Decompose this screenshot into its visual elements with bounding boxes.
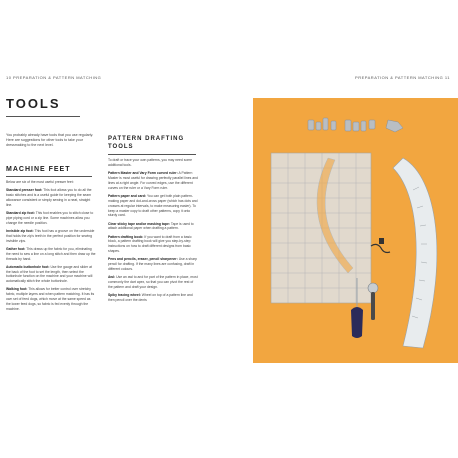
folio-right: PREPARATION & PATTERN MATCHING 11 bbox=[355, 75, 450, 80]
machine-feet-rule bbox=[6, 176, 92, 177]
machine-feet-column bbox=[6, 180, 96, 315]
list-item: Invisible zip foot: This foot has a groove on the underside that holds the zip's teeth in the perfect position for sewing invisible zips. bbox=[6, 228, 95, 243]
list-item: Standard presser foot: This foot allows you to do all the basic stitches and is a useful guide for keeping the seam allowance consistent or simply sewing in a neat, straight line. bbox=[6, 188, 92, 207]
list-item: Walking foot: This allows for better control over stretchy fabric, multiple layers and when pattern matching. It has its own set of feed dogs, which move at the same speed as the lower feed dogs, so fabric is fed evenly through the machine. bbox=[6, 287, 95, 312]
list-item: Gather foot: This draws up the fabric for you, eliminating the need to sew a line on a long stitch and then draw up the threads by hand. bbox=[6, 246, 96, 261]
list-item: Pattern drafting book: If you want to draft from a basic block, a pattern drafting book will give you step-by-step instructions on how to draft different designs from basic shapes. bbox=[108, 234, 192, 254]
list-item: Spiky tracing wheel: Wheel on top of a pattern line and then pencil over the dents bbox=[108, 293, 193, 303]
pattern-tools-rule bbox=[108, 154, 196, 155]
folio-left: 10 PREPARATION & PATTERN MATCHING bbox=[6, 75, 102, 80]
list-item: Pattern paper and card: You can get both plain pattern-making paper and dot-and-cross paper (which has dots and crosses at regular intervals, to make measuring easier). To keep a master copy to draft other patterns, copy it onto sturdy card. bbox=[108, 193, 198, 218]
pattern-tools-column bbox=[108, 158, 198, 306]
tools-photo bbox=[253, 98, 458, 363]
machine-feet-heading: MACHINE FEET bbox=[6, 166, 71, 173]
pattern-tools-heading: PATTERN DRAFTING TOOLS bbox=[108, 136, 185, 150]
presser-foot-icon bbox=[308, 118, 403, 132]
machine-feet-lead: Below are six of the most useful presser feet: bbox=[6, 180, 74, 184]
tape-wire-icon bbox=[371, 238, 390, 253]
title-rule bbox=[6, 116, 80, 117]
page-title: TOOLS bbox=[6, 96, 61, 111]
list-item: Awl: Use an awl to and for part of the pattern in place, most commonly the dart apex, so that you can pivot the rest of the pattern and draft your design. bbox=[108, 275, 198, 290]
curve-ruler-icon bbox=[393, 158, 437, 348]
pattern-master-icon bbox=[271, 153, 371, 303]
pattern-tools-lead: To draft or trace your own patterns, you may need some additional tools. bbox=[108, 158, 193, 167]
list-item: Standard zip foot: This foot enables you to stitch close to pipe piping cord or a zip line. Some machines allow you change the needle position. bbox=[6, 210, 94, 225]
list-item: Pattern Master and Vary Form curved ruler: A Pattern Master is most useful for drawing perfectly parallel lines and lines at a right angle. For curved edges, use the different curves on the ruler or a Vary Form ruler. bbox=[108, 171, 198, 190]
list-item: Automatic buttonhole foot: Use the gauge and slider at the back of the foot to set the length, then select the buttonhole function on the machine and your machine will automatically stitch the whole buttonhole. bbox=[6, 264, 93, 284]
list-item: Clear sticky tape and/or masking tape: Tape is used to attach additional paper when drafting a pattern. bbox=[108, 221, 194, 231]
list-item: Pens and pencils, eraser, pencil sharpener: Use a sharp pencil for drafting. If the many lines are confusing, draft in different colours. bbox=[108, 257, 197, 272]
intro-paragraph: You probably already have tools that you use regularly. Here are suggestions for other tools to take your dressmaking to the next level. bbox=[6, 133, 94, 147]
